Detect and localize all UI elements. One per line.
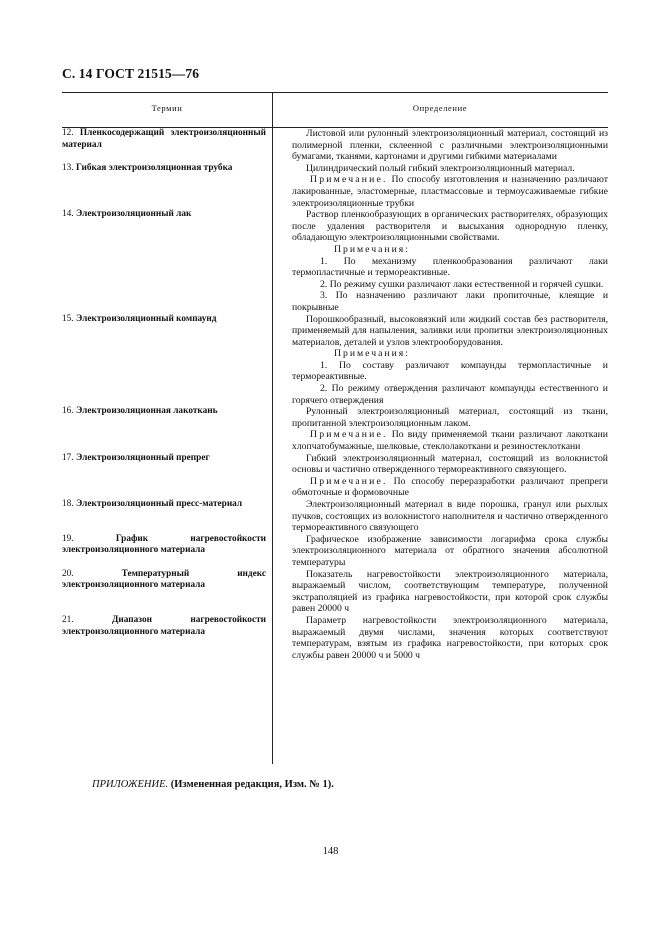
term-cell (62, 314, 272, 407)
term-number: 20. (62, 568, 74, 579)
definition-text: Раствор пленкообразующих в органических растворителях, образующих после удаления растворителя и высыхания однородную пленку, обладающую электроизоляционными свойствами. (292, 209, 608, 244)
table-row (62, 163, 608, 209)
definition-cell (292, 569, 608, 615)
term-number: 12. (62, 128, 74, 138)
term-cell (62, 406, 272, 452)
note-item: 2. По режиму сушки различают лаки естественной и горячей сушки. (320, 278, 604, 290)
appendix-label: ПРИЛОЖЕНИЕ. (92, 779, 169, 790)
definition-text: Листовой или рулонный электроизоляционный материал, состоящий из полимерной пленки, склеенной с различными электроизоляционными бумагами, тканями, картонами и другими гибкими материалами (292, 128, 608, 163)
note-text: По виду применяемой ткани различают лакоткани хлопчатобумажные, шелковые, стеклолакоткани и резиностеклоткани (292, 429, 608, 453)
definition-cell (292, 499, 608, 534)
term-cell (62, 453, 272, 499)
term-number: 17. (62, 452, 74, 463)
term-cell (62, 534, 272, 569)
definition-text: Параметр нагревостойкости электроизоляционного материала, выражаемый двумя числами, значения которых соответствуют температурам, взятым из графика нагревостойкости, при которых срок службы равен 20000 ч и 5000 ч (292, 614, 608, 661)
term-text: Электроизоляционная лакоткань (75, 406, 218, 417)
term-cell (62, 499, 272, 534)
definition-note (292, 476, 608, 499)
definition-cell (292, 314, 608, 407)
term-text: График нагревостойкости электроизоляционного материала (62, 533, 266, 556)
term-text: Диапазон нагревостойкости электроизоляционного материала (62, 614, 267, 637)
term-text: Температурный индекс электроизоляционного материала (62, 568, 266, 591)
definition-cell (292, 128, 608, 163)
note-label: Примечание. (310, 429, 388, 441)
table-row (62, 534, 608, 569)
definition-text: Показатель нагревостойкости электроизоляционного материала, выражаемый числом, соответствующим температуре, полученной экстраполяцией из графика нагревостойкости, при которой срок службы равен 20000 ч (292, 568, 608, 615)
term-cell (62, 163, 272, 209)
definition-text: Цилиндрический полый гибкий электроизоляционный материал. (306, 162, 575, 174)
definition-text: Электроизоляционный материал в виде порошка, гранул или рыхлых пучков, состоящих из волокнистого наполнителя и частично отвержденного термореактивного связующего (292, 499, 608, 534)
definition-text: Рулонный электроизоляционный материал, состоящий из ткани, пропитанной электроизоляционным лаком. (292, 406, 608, 429)
term-text: Электроизоляционный компаунд (75, 313, 217, 324)
table-row (62, 314, 608, 407)
notes-heading: Примечания: (334, 348, 410, 360)
table-row (62, 406, 608, 452)
column-header-definition: Определение (412, 103, 468, 113)
term-number: 14. (62, 209, 74, 220)
table-row (62, 615, 608, 661)
note-text: По способу изготовления и назначению различают лакированные, эластомерные, пластмассовые и термоусаживаемые гибкие электроизоляционные трубки (292, 174, 608, 209)
term-cell (62, 569, 272, 615)
definition-cell (292, 209, 608, 313)
definition-cell (292, 615, 608, 661)
term-text: Электроизоляционный пресс-материал (75, 499, 243, 509)
note-label: Примечание. (310, 475, 388, 487)
terms-table-header (62, 92, 608, 128)
table-row (62, 128, 608, 163)
appendix-note (92, 779, 334, 790)
term-number: 21. (62, 614, 74, 625)
term-number: 16. (62, 406, 74, 417)
definition-note (292, 174, 608, 209)
note-item: 2. По режиму отверждения различают компаунды естественного и горячего отверждения (292, 383, 608, 406)
term-number: 15. (62, 313, 74, 324)
appendix-edition-note: (Измененная редакция, Изм. № 1). (168, 779, 334, 790)
term-cell (62, 128, 272, 163)
page-number: 148 (322, 846, 339, 857)
definition-text: Графическое изображение зависимости логарифма срока службы электроизоляционного материала от обратного значения абсолютной температуры (292, 533, 608, 568)
definition-cell (292, 453, 608, 499)
term-cell (62, 209, 272, 313)
table-row (62, 569, 608, 615)
definition-cell (292, 163, 608, 209)
term-cell (62, 615, 272, 661)
term-text: Пленкосодержащий электроизоляционный материал (62, 128, 266, 150)
term-text: Электроизоляционный препрег (75, 452, 210, 463)
term-text: Электроизоляционный лак (75, 209, 192, 220)
definition-cell (292, 534, 608, 569)
table-row (62, 453, 608, 499)
table-row (62, 499, 608, 534)
term-text: Гибкая электроизоляционная трубка (75, 162, 233, 173)
note-item: 1. По механизму пленкообразования различают лаки термопластичные и термореактивные. (292, 255, 608, 279)
term-number: 13. (62, 162, 74, 173)
note-text: По способу переразработки различают препреги обмоточные и формовочные (292, 475, 608, 499)
notes-heading: Примечания: (334, 243, 410, 255)
definition-cell (292, 406, 608, 452)
terms-table-body (62, 128, 608, 661)
note-item: 1. По составу различают компаунды термопластичные и термореактивные. (292, 359, 608, 383)
note-item: 3. По назначению различают лаки пропиточные, клеящие и покрывные (292, 290, 608, 313)
page-header: С. 14 ГОСТ 21515—76 (62, 66, 200, 81)
table-row (62, 209, 608, 313)
column-header-term: Термин (151, 103, 183, 113)
definition-note (292, 429, 608, 452)
definition-text: Порошкообразный, высоковязкий или жидкий состав без растворителя, применяемый для напыления, заливки или пропитки электроизоляционных материалов, деталей и узлов электрооборудования. (292, 313, 608, 348)
definition-text: Гибкий электроизоляционный материал, состоящий из волокнистой основы и частично отвержденного термореактивного связующего. (292, 452, 608, 476)
term-number: 18. (62, 499, 74, 509)
term-number: 19. (62, 533, 74, 544)
note-label: Примечание. (310, 174, 388, 186)
